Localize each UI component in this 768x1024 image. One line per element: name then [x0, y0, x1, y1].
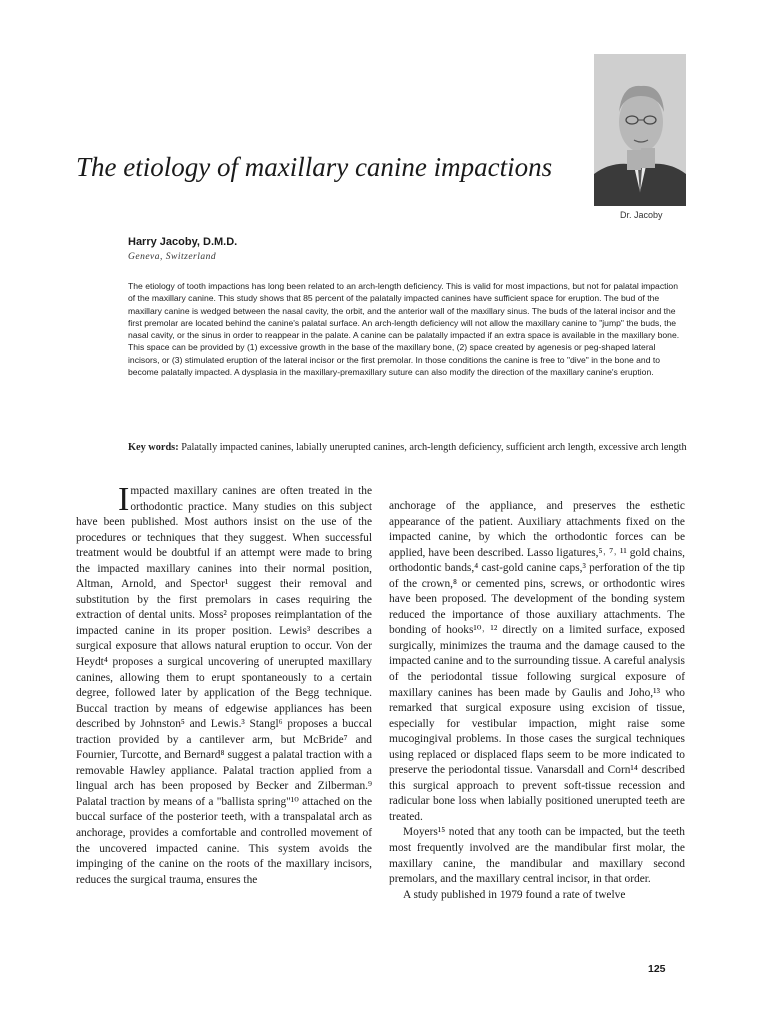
article-title: The etiology of maxillary canine impactions: [76, 152, 553, 182]
keywords-text: Palatally impacted canines, labially unerupted canines, arch-length deficiency, sufficient arch length, excessive arch length: [181, 442, 687, 453]
author-photo: [594, 54, 686, 206]
keywords-label: Key words:: [128, 442, 179, 453]
body-paragraph: A study published in 1979 found a rate of twelve: [403, 888, 626, 901]
body-column-right: [389, 499, 685, 903]
body-paragraph: mpacted maxillary canines are often treated in the orthodontic practice. Many studies on this subject have been published. Most authors insist on the use of the procedures or techniques that they suggest. When successful treatment would be doubtful if an attempt were made to bring the impacted maxillary canines into their normal position, Altman, Arnold, and Spector¹ suggest their removal and substitution by the first premolars in cases requiring the extraction of dental units. Moss² proposes reimplantation of the impacted canine in its proper position. Lewis³ describes a surgical exposure that allows natural eruption to occur. Von der Heydt⁴ proposes a surgical uncovering of unerupted maxillary canines, allowing them to erupt spontaneously to a certain degree, followed later by application of the Begg technique. Buccal traction by means of edgewise appliances has been described by Johnston⁵ and Lewis.³ Stangl⁶ proposes a buccal traction provided by a cantilever arm, but McBride⁷ and Fournier, Turcotte, and Bernard⁸ suggest a palatal traction with a removable Hawley appliance. Palatal traction applied from a lingual arch has been proposed by Becker and Zilberman.⁹ Palatal traction by means of a "ballista spring"¹⁰ attached on the buccal surface of the posterior teeth, with a transpalatal arch as anchorage, provides a comfortable and controlled movement of the uncovered impacted canine. This system avoids the impinging of the canine on the roots of the maxillary incisors, reduces the surgical trauma, ensures the: [76, 485, 372, 886]
drop-cap: I: [118, 481, 130, 518]
keywords: [128, 440, 688, 455]
page-number: 125: [648, 963, 666, 975]
author-name: Harry Jacoby, D.M.D.: [128, 236, 238, 248]
body-column-left: [76, 481, 372, 888]
abstract: The etiology of tooth impactions has long been related to an arch-length deficiency. This is valid for most impactions, but not for palatal impaction of the maxillary canine. This study shows that 85 percent of the palatally impacted canines have sufficient space for eruption. The bud of the maxillary canine is wedged between the nasal cavity, the orbit, and the anterior wall of the maxillary sinus. The buds of the lateral incisor and the first premolar are located behind the canine's palatal surface. An arch-length deficiency will not allow the maxillary canine to "jump" the buds, the nasal cavity, or the sinus in order to reappear in the palate. A canine can be palatally impacted if an extra space is available in the maxillary bone. This space can be provided by (1) excessive growth in the base of the maxillary bone, (2) space created by agenesis or peg-shaped lateral incisors, or (3) stimulated eruption of the lateral incisor or the first premolar. In those conditions the canine is free to "dive" in the bone and to become palatally impacted. A dysplasia in the maxillary-premaxillary suture can also modify the direction of the maxillary canine's eruption.: [128, 281, 680, 378]
photo-caption: Dr. Jacoby: [620, 210, 663, 220]
body-paragraph: anchorage of the appliance, and preserves the esthetic appearance of the patient. Auxiliary attachments fixed on the impacted canine, by which the orthodontic forces can be applied, have been described. Lasso ligatures,⁵˒ ⁷˒ ¹¹ gold chains, orthodontic bands,⁴ cast-gold canine caps,³ perforation of the tip of the crown,⁸ or cemented pins, screws, or orthodontic wires have been proposed. The development of the bonding system reduced the importance of those auxiliary attachments. The bonding of hooks¹⁰˒ ¹² directly on a limited surface, exposed surgically, minimizes the trauma and the damage caused to the impacted canine and to the surrounding tissue. A careful analysis of the periodontal tissue following surgical exposure of maxillary canines has been made by Gaulis and Joho,¹³ who remarked that surgical exposure using excision of tissue, especially for vestibular impaction, might raise some mucogingival problems. In those cases the surgical techniques using replaced or displaced flaps seem to be more indicated to preserve the periodontal tissue. Vanarsdall and Corn¹⁴ described this surgical approach to prevent soft-tissue recession and radicular bone loss when labially positioned unerupted teeth are treated.: [389, 500, 685, 823]
author-affiliation: Geneva, Switzerland: [128, 252, 217, 262]
body-paragraph: Moyers¹⁵ noted that any tooth can be impacted, but the teeth most frequently involved are the mandibular first molar, the maxillary canine, the mandibular and maxillary second premolars, and the maxillary central incisor, in that order.: [389, 826, 685, 886]
